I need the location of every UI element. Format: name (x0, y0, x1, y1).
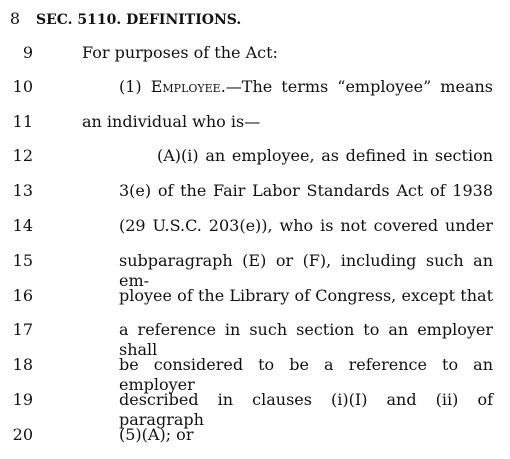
line-number: 9 (22, 43, 33, 62)
line-text: be considered to be a reference to an employer (119, 355, 493, 394)
line-text: (29 U.S.C. 203(e)), who is not covered under (119, 216, 493, 235)
line-text: described in clauses (i)(I) and (ii) of paragraph (119, 390, 493, 429)
section-heading: SEC. 5110. DEFINITIONS. (36, 12, 242, 28)
document-line (0, 286, 510, 320)
line-number: 17 (12, 320, 33, 339)
line-text: (5)(A); or (119, 425, 194, 444)
document-line (0, 43, 510, 77)
line-number: 14 (12, 216, 33, 235)
line-number: 19 (12, 390, 33, 409)
document-line (0, 425, 510, 459)
line-text: ployee of the Library of Congress, except that (119, 286, 493, 305)
line-text: an individual who is— (82, 112, 261, 131)
document-line (0, 216, 510, 250)
defined-term: Employee (150, 77, 221, 96)
document-line (0, 251, 510, 290)
line-number: 10 (12, 77, 33, 96)
document-line (0, 9, 510, 43)
document-line (0, 112, 510, 146)
line-text: subparagraph (E) or (F), including such an em- (119, 251, 493, 290)
line-text: a reference in such section to an employer shall (119, 320, 493, 359)
line-number: 18 (12, 355, 33, 374)
line-number: 11 (12, 112, 33, 131)
line-number: 13 (12, 181, 33, 200)
paragraph-prefix: (1) (119, 77, 151, 96)
line-number: 12 (12, 146, 33, 165)
document-line (0, 146, 510, 180)
line-text (119, 77, 493, 97)
line-text: 3(e) of the Fair Labor Standards Act of 1938 (119, 181, 493, 200)
document-line (0, 181, 510, 215)
document-line (0, 355, 510, 394)
document-line (0, 77, 510, 111)
line-number: 15 (12, 251, 33, 270)
line-number: 16 (12, 286, 33, 305)
line-number: 20 (12, 425, 33, 444)
line-text: (A)(i) an employee, as defined in section (157, 146, 493, 165)
document-line (0, 320, 510, 359)
line-text-rest: .—The terms “employee” means (220, 77, 493, 96)
line-number: 8 (9, 9, 20, 28)
line-text: For purposes of the Act: (82, 43, 278, 62)
document-line (0, 390, 510, 429)
